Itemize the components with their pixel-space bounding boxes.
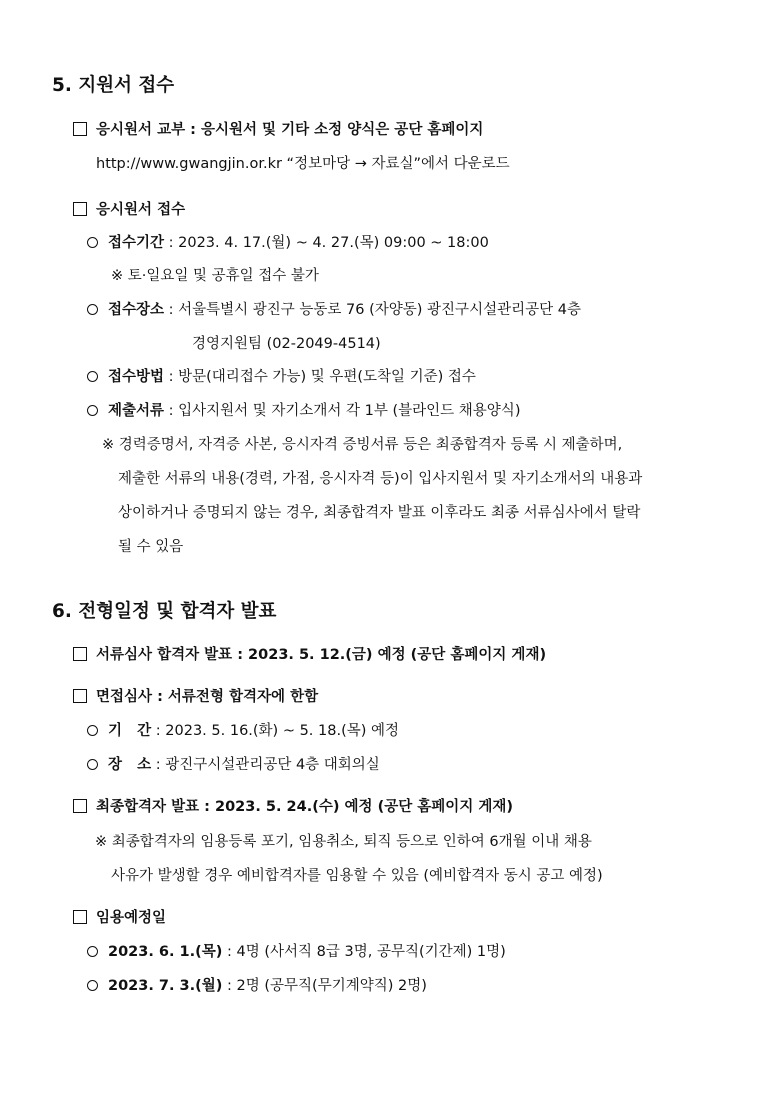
required-documents: 제출서류 : 입사지원서 및 자기소개서 각 1부 (블라인드 채용양식) [87,401,520,421]
appointment-1: 2023. 6. 1.(목) : 4명 (사서직 8급 3명, 공무직(기간제) 1명) [87,942,506,962]
circle-bullet-icon [87,759,98,770]
circle-bullet-icon [87,371,98,382]
circle-bullet-icon [87,405,98,416]
circle-bullet-icon [87,980,98,991]
download-url-line: http://www.gwangjin.or.kr “정보마당 → 자료실”에서 다운로드 [96,156,510,172]
receipt-period: 접수기간 : 2023. 4. 17.(월) ~ 4. 27.(목) 09:00 ~ 18:00 [87,233,489,253]
checkbox-square-icon [73,202,87,216]
circle-bullet-icon [87,304,98,315]
document-screening-result: 서류심사 합격자 발표 : 2023. 5. 12.(금) 예정 (공단 홈페이지 게재) [73,645,546,665]
documents-note-line-2: 제출한 서류의 내용(경력, 가점, 응시자격 등)이 입사지원서 및 자기소개서의 내용과 [118,471,643,487]
circle-bullet-icon [87,237,98,248]
receipt-method: 접수방법 : 방문(대리접수 가능) 및 우편(도착일 기준) 접수 [87,367,476,387]
application-receipt: 응시원서 접수 [73,200,185,220]
final-result: 최종합격자 발표 : 2023. 5. 24.(수) 예정 (공단 홈페이지 게재) [73,797,513,817]
documents-note-line-3: 상이하거나 증명되지 않는 경우, 최종합격자 발표 이후라도 최종 서류심사에서 탈락 [118,505,641,521]
final-note-line-2: 사유가 발생할 경우 예비합격자를 임용할 수 있음 (예비합격자 동시 공고 예정) [111,868,603,884]
interview-place: 장 소 : 광진구시설관리공단 4층 대회의실 [87,755,380,775]
appointment-2: 2023. 7. 3.(월) : 2명 (공무직(무기계약직) 2명) [87,976,427,996]
receipt-place-contact: 경영지원팀 (02-2049-4514) [192,336,381,352]
checkbox-square-icon [73,910,87,924]
receipt-place: 접수장소 : 서울특별시 광진구 능동로 76 (자양동) 광진구시설관리공단 4층 [87,300,581,320]
receipt-period-note: ※ 토·일요일 및 공휴일 접수 불가 [111,268,319,284]
final-note-line-1: ※ 최종합격자의 임용등록 포기, 임용취소, 퇴직 등으로 인하여 6개월 이내 채용 [95,834,592,850]
documents-note-line-1: ※ 경력증명서, 자격증 사본, 응시자격 증빙서류 등은 최종합격자 등록 시 제출하며, [102,437,623,453]
checkbox-square-icon [73,647,87,661]
interview-screening: 면접심사 : 서류전형 합격자에 한함 [73,687,318,707]
circle-bullet-icon [87,725,98,736]
interview-period: 기 간 : 2023. 5. 16.(화) ~ 5. 18.(목) 예정 [87,721,399,741]
circle-bullet-icon [87,946,98,957]
checkbox-square-icon [73,122,87,136]
checkbox-square-icon [73,689,87,703]
section-5-title: 5. 지원서 접수 [52,75,175,96]
documents-note-line-4: 될 수 있음 [118,539,184,555]
section-6-title: 6. 전형일정 및 합격자 발표 [52,601,277,622]
application-distribution: 응시원서 교부 : 응시원서 및 기타 소정 양식은 공단 홈페이지 [73,120,483,140]
checkbox-square-icon [73,799,87,813]
appointment-date: 임용예정일 [73,908,166,928]
